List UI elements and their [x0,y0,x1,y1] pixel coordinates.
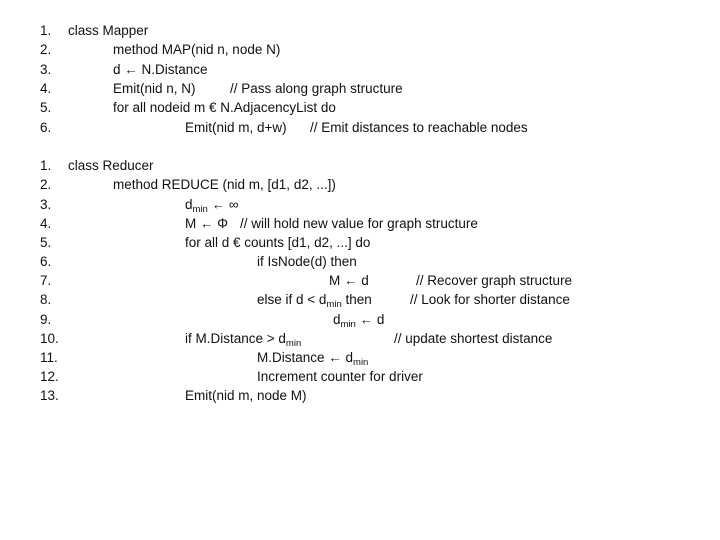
code-line [0,214,720,233]
line-number: 2. [40,177,52,192]
code-text: Emit(nid m, node M) [185,388,307,403]
code-line [0,156,720,175]
line-number: 11. [40,350,58,365]
line-number: 3. [40,197,52,212]
code-line [0,98,720,117]
line-number: 4. [40,216,52,231]
code-text: method REDUCE (nid m, [d1, d2, ...]) [113,177,336,192]
code-text-part: if M.Distance > d [185,331,286,346]
subscript: min [326,299,342,310]
code-text: Increment counter for driver [257,369,423,384]
code-line [0,252,720,271]
code-text-part: M.Distance ← d [257,350,354,365]
code-line [0,60,720,79]
code-text [257,348,368,367]
code-line [0,195,720,214]
line-number: 1. [40,23,52,38]
code-text: Emit(nid n, N) [113,81,196,96]
line-number: 5. [40,235,52,250]
code-text-part: ← d [355,312,385,327]
code-text [185,195,238,214]
code-line [0,40,720,59]
code-line [0,348,720,367]
subscript: min [353,357,369,368]
line-number: 10. [40,331,59,346]
code-line [0,386,720,405]
code-line [0,233,720,252]
line-number: 6. [40,254,52,269]
code-line [0,271,720,290]
code-line [0,310,720,329]
code-text: class Mapper [68,23,149,38]
line-number: 12. [40,369,59,384]
subscript: min [192,204,208,215]
code-text [185,329,301,348]
line-number: 1. [40,158,52,173]
code-text: for all nodeid m € N.AdjacencyList do [113,100,336,115]
subscript: min [340,319,356,330]
code-text-part: ← ∞ [207,197,239,212]
code-text-part: else if d < d [257,292,327,307]
code-comment: // Emit distances to reachable nodes [310,120,528,135]
code-line [0,367,720,386]
code-comment: // update shortest distance [394,331,553,346]
line-number: 13. [40,388,59,403]
code-text [333,310,384,329]
code-line [0,118,720,137]
line-number: 7. [40,273,52,288]
line-number: 3. [40,62,52,77]
code-text-part: d [333,312,341,327]
line-number: 6. [40,120,52,135]
code-comment: // Recover graph structure [416,273,573,288]
code-text [257,290,372,309]
code-line [0,21,720,40]
code-comment: // Look for shorter distance [410,292,570,307]
code-line [0,329,720,348]
line-number: 8. [40,292,52,307]
code-line [0,175,720,194]
code-text: class Reducer [68,158,154,173]
code-comment: // Pass along graph structure [230,81,403,96]
line-number: 4. [40,81,52,96]
code-comment: // will hold new value for graph structure [240,216,478,231]
code-text-part: then [341,292,372,307]
code-text: if IsNode(d) then [257,254,357,269]
code-text: Emit(nid m, d+w) [185,120,287,135]
code-text-part: d [185,197,193,212]
code-text: method MAP(nid n, node N) [113,42,281,57]
code-text: for all d € counts [d1, d2, ...] do [185,235,371,250]
line-number: 2. [40,42,52,57]
line-number: 5. [40,100,52,115]
code-line [0,79,720,98]
code-line [0,290,720,309]
subscript: min [285,338,302,349]
line-number: 9. [40,312,52,327]
code-text: M ← d [329,273,369,288]
code-text: M ← Φ [185,216,229,231]
code-text: d ← N.Distance [113,62,208,77]
